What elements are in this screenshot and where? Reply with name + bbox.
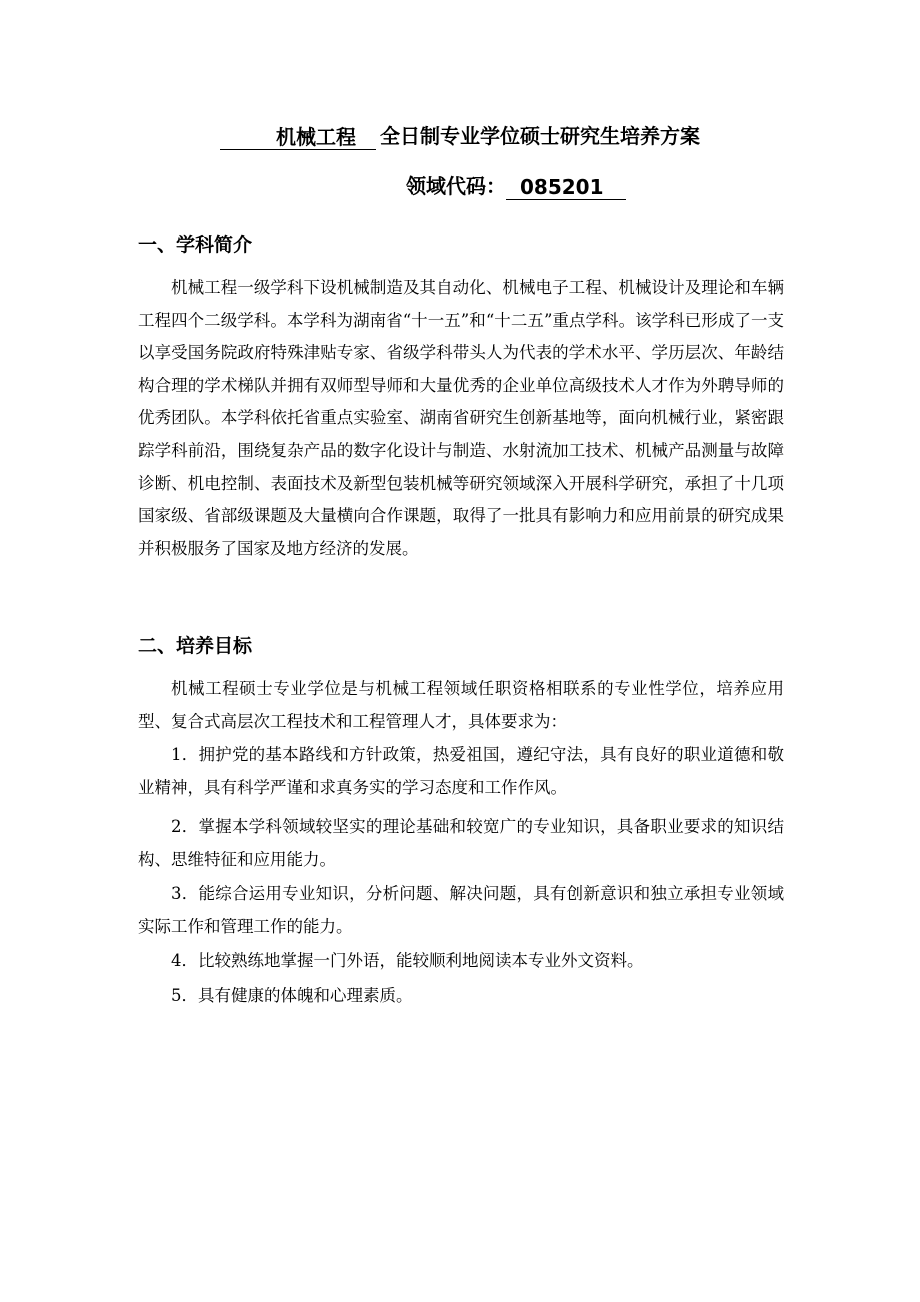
field-code-label: 领域代码： [406,174,506,198]
objective-item-4: 4．比较熟练地掌握一门外语，能较顺利地阅读本专业外文资料。 [171,951,644,970]
title-field-name: 机械工程 [276,125,376,150]
document-title [0,122,920,150]
section-heading-objectives: 二、培养目标 [138,635,253,657]
field-code-value: 085201 [520,175,604,199]
objective-item-1: 1．拥护党的基本路线和方针政策，热爱祖国，遵纪守法，具有良好的职业道德和敬业精神，具有科学严谨和求真务实的学习态度和工作作风。 [138,745,784,797]
field-code-row [406,172,626,200]
objective-item-2: 2．掌握本学科领域较坚实的理论基础和较宽广的专业知识，具备职业要求的知识结构、思维特征和应用能力。 [138,817,784,869]
objective-item-3: 3．能综合运用专业知识，分析问题、解决问题，具有创新意识和独立承担专业领域实际工作和管理工作的能力。 [138,884,784,936]
field-code-value-wrapper [506,175,626,200]
objectives-intro-paragraph: 机械工程硕士专业学位是与机械工程领域任职资格相联系的专业性学位，培养应用型、复合式高层次工程技术和工程管理人才，具体要求为： [138,679,784,731]
title-underline-lead [220,125,276,150]
objective-item-5: 5．具有健康的体魄和心理素质。 [171,986,413,1005]
section-introduction-paragraph: 机械工程一级学科下设机械制造及其自动化、机械电子工程、机械设计及理论和车辆工程四个二级学科。本学科为湖南省“十一五”和“十二五”重点学科。该学科已形成了一支以享受国务院政府特殊津贴专家、省级学科带头人为代表的学术水平、学历层次、年龄结构合理的学术梯队并拥有双师型导师和大量优秀的企业单位高级技术人才作为外聘导师的优秀团队。本学科依托省重点实验室、湖南省研究生创新基地等，面向机械行业，紧密跟踪学科前沿，围绕复杂产品的数字化设计与制造、水射流加工技术、机械产品测量与故障诊断、机电控制、表面技术及新型包装机械等研究领域深入开展科学研究，承担了十几项国家级、省部级课题及大量横向合作课题，取得了一批具有影响力和应用前景的研究成果并积极服务了国家及地方经济的发展。 [138,278,784,558]
section-heading-introduction: 一、学科简介 [138,234,253,256]
title-suffix: 全日制专业学位硕士研究生培养方案 [380,124,700,148]
